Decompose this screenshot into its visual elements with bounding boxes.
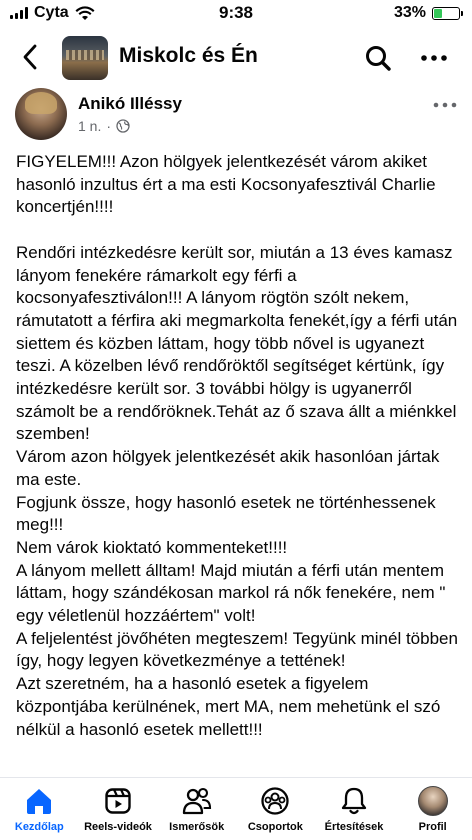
nav-item-notifications[interactable] [315, 786, 394, 840]
search-icon [364, 44, 392, 72]
nav-item-friends[interactable] [157, 786, 236, 840]
profile-icon [418, 786, 448, 816]
search-button[interactable] [364, 44, 392, 72]
post-options-button[interactable] [433, 96, 457, 104]
battery-percent: 33% [393, 4, 426, 21]
back-button[interactable] [16, 42, 46, 72]
profile-avatar [418, 786, 448, 816]
more-horizontal-icon [433, 101, 457, 109]
home-icon [24, 786, 54, 816]
bottom-navigation [0, 786, 472, 840]
nav-label-profile: Profil [418, 821, 447, 833]
post-meta [78, 118, 130, 134]
clock: 9:38 [218, 3, 254, 22]
status-right [394, 4, 460, 22]
video-icon [103, 786, 133, 816]
nav-label-home: Kezdőlap [14, 821, 64, 833]
post-body-text: FIGYELEM!!! Azon hölgyek jelentkezését várom akiket hasonló inzultus ért a ma esti Kocsonyafesztivál Charlie koncertjén!!!! Rendőri intézkedésre került sor, miután a 13 éves kamasz lányom fenekére rámarkolt egy férfi a kocsonyafesztiválon!!! A lányom rögtön szólt nekem, rámutatott a férfira aki megmarkolta fenekét,így a férfi után siettem és közben láttam, hogy több nővel is ugyanezt teszi. A közelben lévő rendőröktől segítséget kértünk, így intézkedésre került sor. 3 további hölgy is ugyanerről számolt be a rendőröknek.Tehát az ő szava állt a miénkkel szemben! Várom azon hölgyek jelentkezését akik hasonlóan jártak ma este. Fogjunk össze, hogy hasonló esetek ne történhessenek meg!!! Nem várok kioktató kommenteket!!!! A lányom mellett álltam! Majd miután a férfi után mentem láttam, hogy szándékosan markol rá nők fenekére, nem " egy véletlenül hozzáértem" volt! A feljelentést jövőhéten megteszem! Tegyünk minél többen így, hogy legyen következménye a tettének! Azt szeretném, ha a hasonló esetek a figyelem központjába kerülnének, mert MA, nem mehetünk el szó nélkül a hasonló esetek mellett!!! [16, 152, 458, 739]
nav-label-notifications: Értesítések [324, 821, 384, 833]
carrier-label: Cyta [34, 4, 69, 21]
author-name[interactable]: Anikó Illéssy [78, 94, 182, 113]
globe-icon [116, 119, 130, 133]
more-options-button[interactable] [420, 46, 448, 70]
nav-label-reels: Reels-videók [84, 821, 152, 833]
nav-item-groups[interactable] [236, 786, 315, 840]
post-time[interactable]: 1 n. [78, 118, 102, 134]
nav-divider [0, 777, 472, 778]
battery-icon [432, 7, 460, 20]
nav-item-home[interactable] [0, 786, 79, 840]
nav-label-friends: Ismerősök [169, 821, 225, 833]
bell-icon [339, 786, 369, 816]
group-avatar[interactable] [62, 36, 108, 80]
group-header [0, 28, 472, 88]
groups-icon [260, 786, 290, 816]
status-bar [0, 0, 472, 28]
meta-separator: · [106, 118, 112, 134]
battery-fill [434, 9, 442, 18]
nav-label-groups: Csoportok [247, 821, 303, 833]
author-avatar[interactable] [15, 88, 67, 140]
friends-icon [182, 786, 212, 816]
chevron-left-icon [16, 42, 46, 72]
nav-item-reels[interactable] [79, 786, 158, 840]
more-horizontal-icon [420, 46, 448, 70]
nav-item-profile[interactable] [393, 786, 472, 840]
group-title[interactable]: Miskolc és Én [119, 44, 258, 67]
